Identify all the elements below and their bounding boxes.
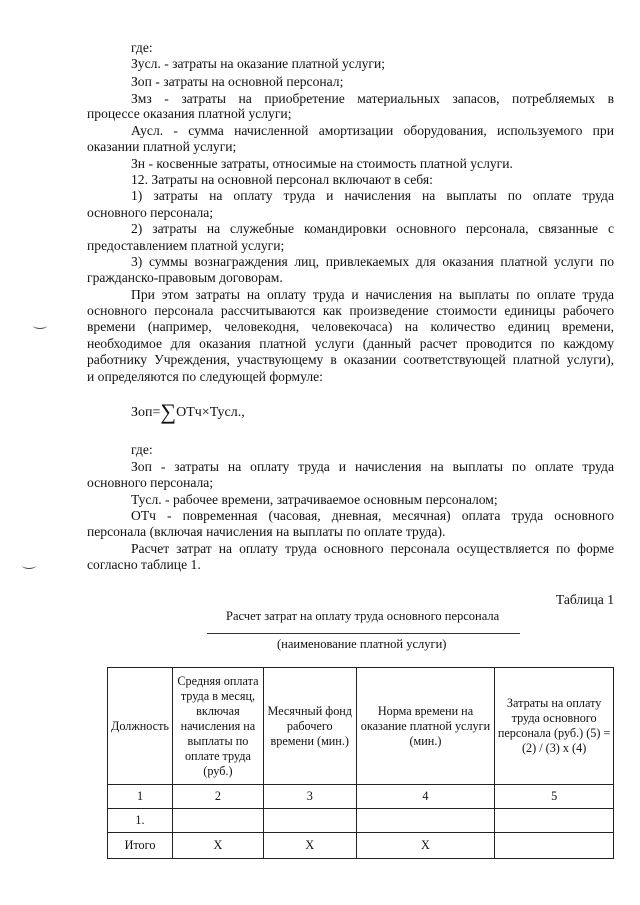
header-labor-cost: Затраты на оплату труда основного персонала (руб.) (5) = (2) / (3) х (4) [495, 668, 614, 785]
table-cell [172, 809, 263, 833]
text-line-9: 12. Затраты на основной персонал включают в себя: [131, 172, 433, 187]
text-line-24: основного персонала; [87, 475, 214, 490]
text-line-28: Расчет затрат на оплату труда основного персонала осуществляется по форме [131, 541, 614, 556]
total-label: Итого [108, 833, 173, 859]
margin-mark [33, 322, 47, 329]
text-line-26: ОТч - повременная (часовая, дневная, месячная) оплата труда основного [131, 508, 614, 523]
table-number-row [108, 785, 614, 809]
formula-lhs: Зоп= [131, 405, 161, 420]
text-line-15: гражданско-правовым договорам. [87, 270, 283, 285]
text-line-5: процессе оказания платной услуги; [87, 106, 292, 121]
text-line-19: необходимое для оказания платной услуги (данный расчет проводится по каждому [87, 336, 614, 351]
table-cell: Х [172, 833, 263, 859]
text-line-10: 1) затраты на оплату труда и начисления на выплаты по оплате труда [131, 188, 614, 203]
text-line-4: Змз - затраты на приобретение материальных запасов, потребляемых в [131, 91, 614, 106]
table-cell [495, 833, 614, 859]
text-line-22: где: [131, 442, 153, 457]
header-monthly-fund: Месячный фонд рабочего времени (мин.) [263, 668, 356, 785]
text-line-12: 2) затраты на служебные командировки основного персонала, связанные с [131, 221, 614, 236]
table-cell [356, 809, 495, 833]
text-line-16: При этом затраты на оплату труда и начисления на выплаты по оплате труда [131, 287, 614, 302]
text-line-13: предоставлением платной услуги; [87, 238, 285, 253]
text-line-8: Зн - косвенные затраты, относимые на стоимость платной услуги. [131, 156, 513, 171]
formula [131, 399, 245, 425]
table-cell [495, 809, 614, 833]
text-line-3: Зоп - затраты на основной персонал; [131, 74, 344, 89]
table-cell: 1. [108, 809, 173, 833]
text-line-2: Зусл. - затраты на оказание платной услуги; [131, 56, 386, 71]
text-line-21: и определяются по следующей формуле: [87, 369, 323, 384]
text-line-1: где: [131, 40, 153, 55]
table-title: Расчет затрат на оплату труда основного персонала [226, 609, 500, 623]
sum-symbol: ∑ [160, 399, 177, 424]
text-line-11: основного персонала; [87, 205, 214, 220]
table-cell: Х [263, 833, 356, 859]
text-line-6: Аусл. - сумма начисленной амортизации оборудования, используемого при [131, 123, 614, 138]
table-label: Таблица 1 [555, 592, 614, 607]
text-line-27: персонала (включая начисления на выплаты по оплате труда). [87, 524, 446, 539]
col-number: 4 [356, 785, 495, 809]
header-avg-salary: Средняя оплата труда в месяц, включая начисления на выплаты по оплате труда (руб.) [172, 668, 263, 785]
table-cell [263, 809, 356, 833]
cost-table [107, 667, 614, 859]
text-line-25: Тусл. - рабочее времени, затрачиваемое основным персоналом; [131, 492, 498, 507]
col-number: 2 [172, 785, 263, 809]
col-number: 1 [108, 785, 173, 809]
formula-rhs: ОТч×Тусл., [176, 405, 245, 420]
col-number: 3 [263, 785, 356, 809]
text-line-17: основного персонала рассчитываются как произведение стоимости единицы рабочего [87, 303, 614, 318]
table-cell: Х [356, 833, 495, 859]
service-name-line [207, 633, 520, 634]
header-time-norm: Норма времени на оказание платной услуги (мин.) [356, 668, 495, 785]
header-position: Должность [108, 668, 173, 785]
table-row [108, 809, 614, 833]
text-line-14: 3) суммы вознаграждения лиц, привлекаемых для оказания платной услуги по [131, 254, 614, 269]
text-line-23: Зоп - затраты на оплату труда и начисления на выплаты по оплате труда [131, 459, 614, 474]
table-subtitle: (наименование платной услуги) [277, 637, 447, 651]
col-number: 5 [495, 785, 614, 809]
text-line-18: времени (например, человекодня, человекочаса) на количество единиц времени, [87, 319, 614, 334]
margin-mark [22, 562, 36, 569]
table-header-row [108, 668, 614, 785]
table-total-row [108, 833, 614, 859]
text-line-7: оказании платной услуги; [87, 139, 237, 154]
text-line-29: согласно таблице 1. [87, 557, 201, 572]
text-line-20: работнику Учреждения, участвующему в оказании соответствующей платной услуги), [87, 352, 614, 367]
